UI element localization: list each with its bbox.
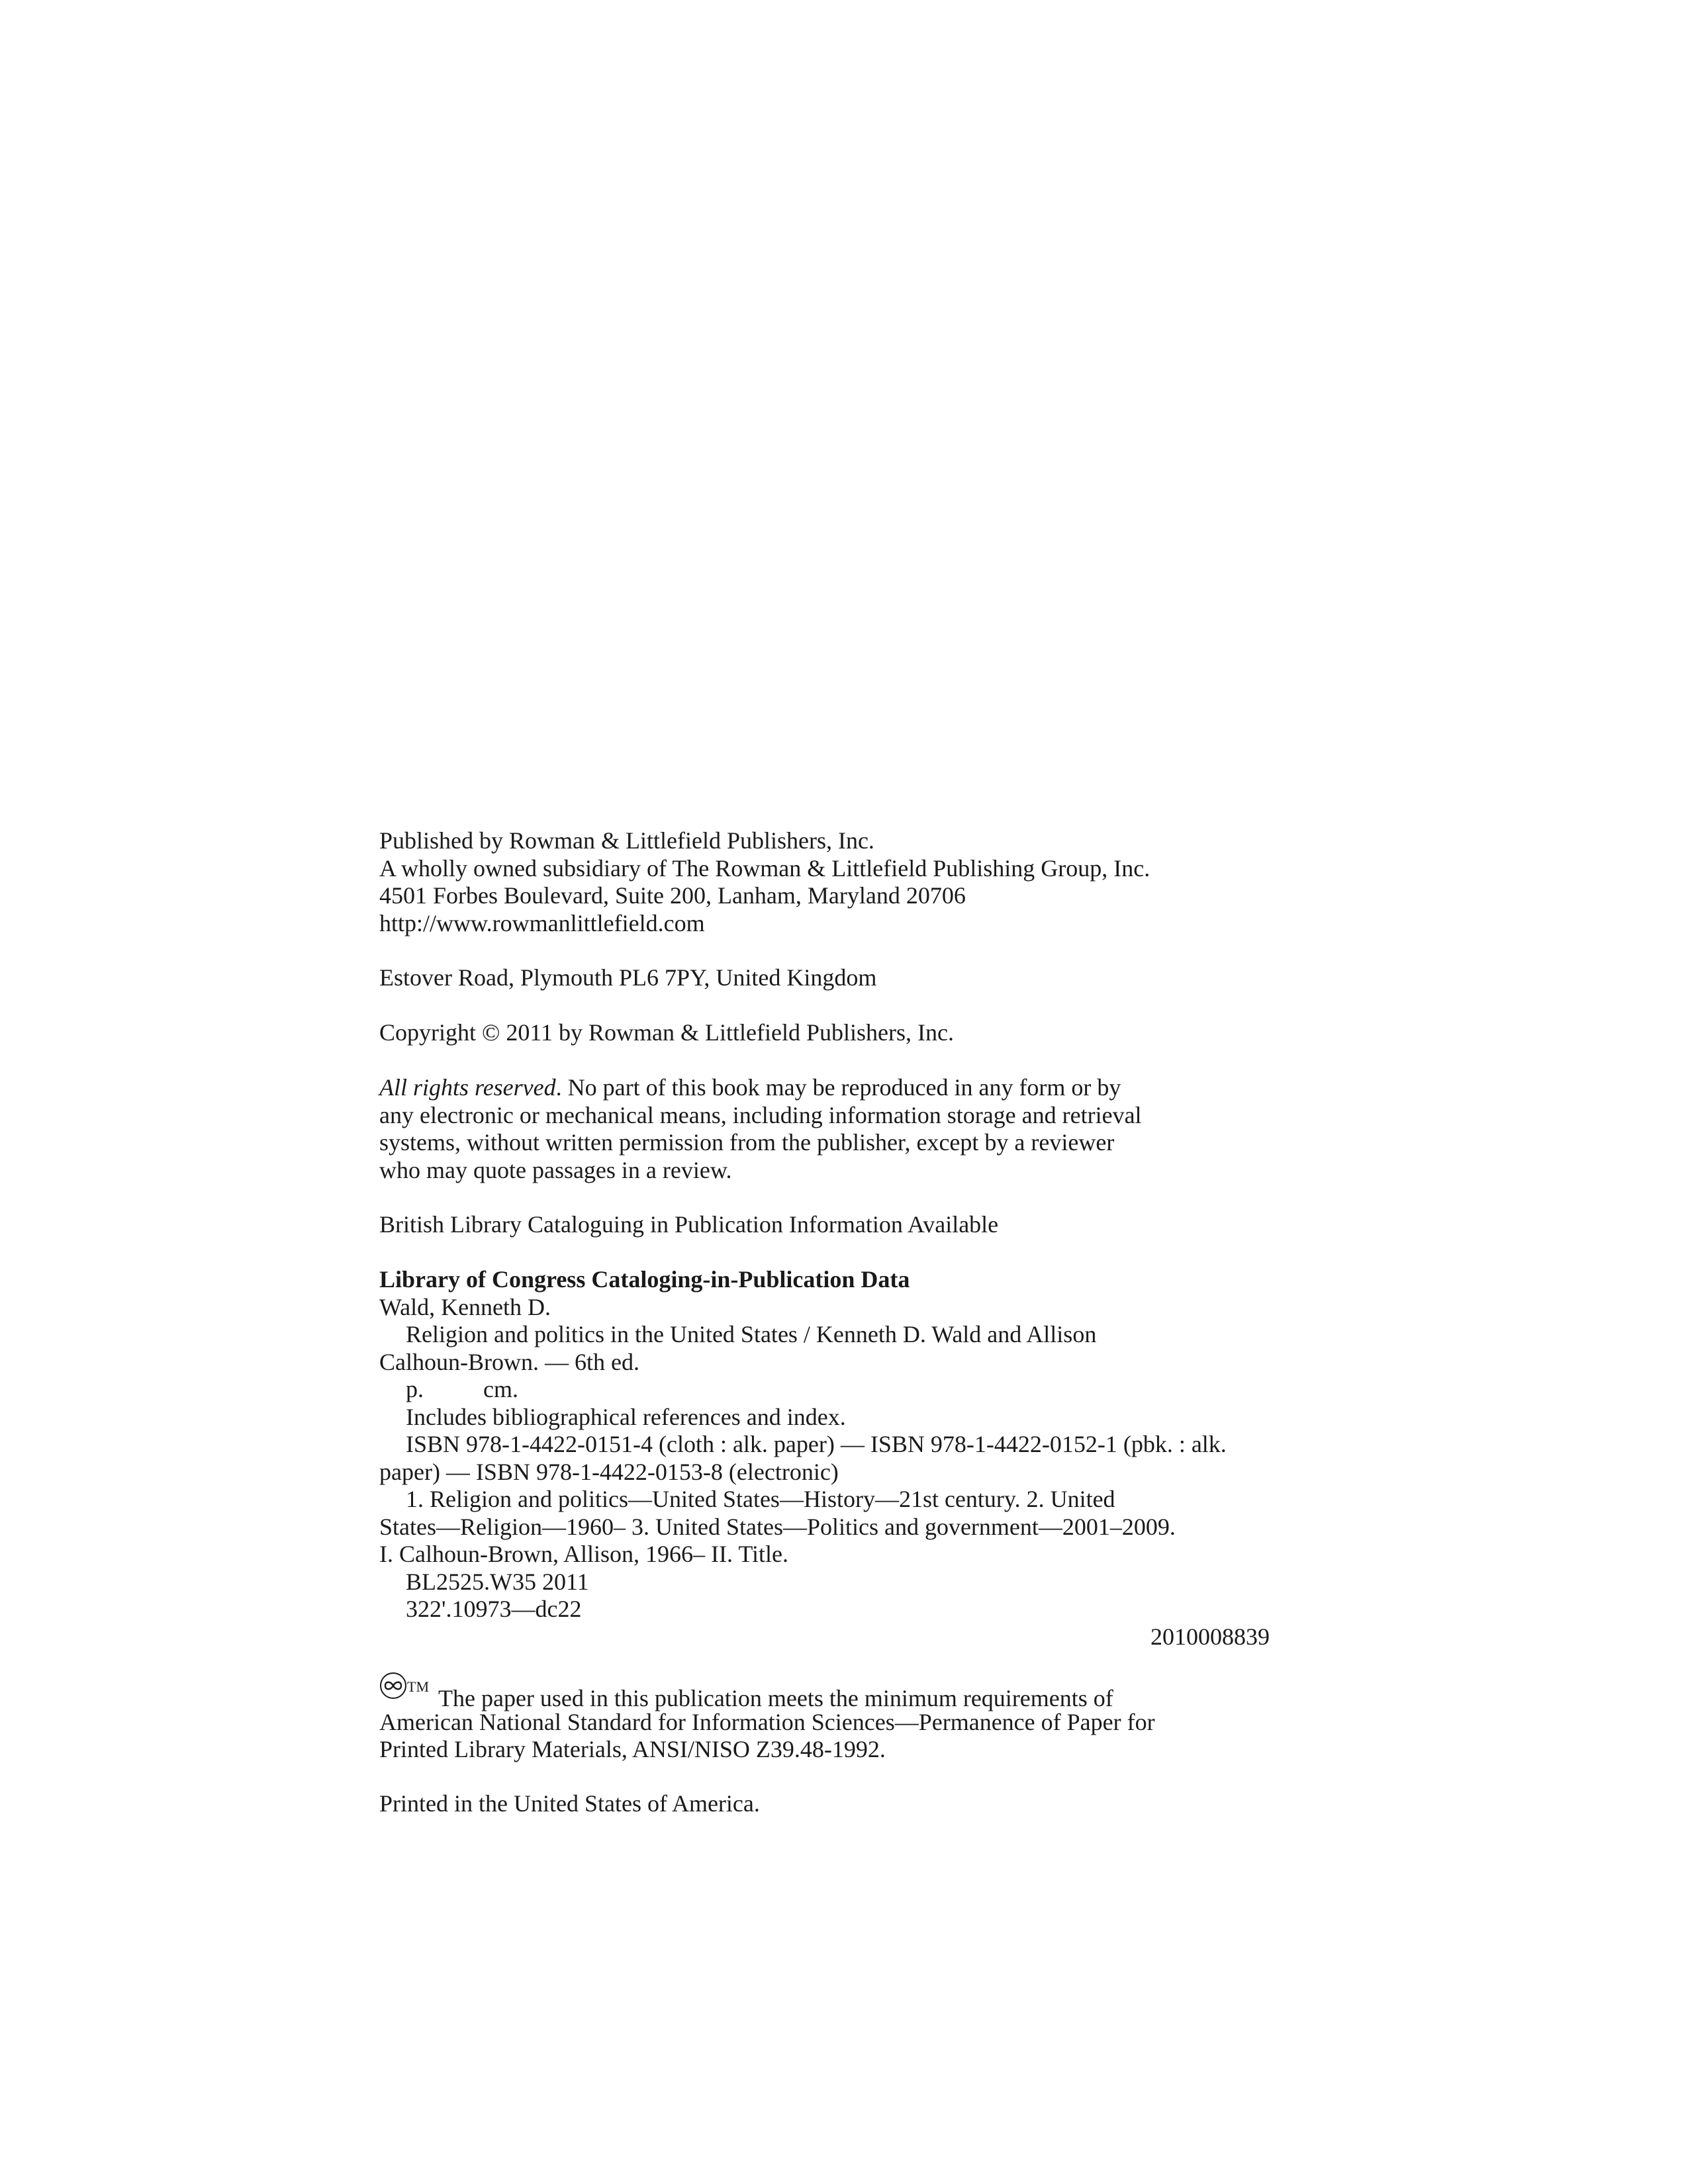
rights-line: any electronic or mechanical means, including information storage and retrieval	[379, 1101, 1142, 1128]
cip-isbn-line: paper) — ISBN 978-1-4422-0153-8 (electronic)	[379, 1458, 839, 1485]
cip-physical	[379, 1376, 1280, 1404]
publisher-block	[379, 827, 1280, 937]
cip-isbn-line: ISBN 978-1-4422-0151-4 (cloth : alk. paper) — ISBN 978-1-4422-0152-1 (pbk. : alk.	[406, 1431, 1227, 1457]
publisher-line: Published by Rowman & Littlefield Publishers, Inc.	[379, 827, 874, 854]
rights-line: who may quote passages in a review.	[379, 1156, 732, 1183]
cip-dewey: 322'.10973—dc22	[406, 1596, 582, 1622]
cip-block	[379, 1266, 1280, 1651]
rights-block	[379, 1074, 1280, 1184]
paper-notice-line	[379, 1678, 1280, 1711]
cip-subjects-line: States—Religion—1960– 3. United States—Politics and government—2001–2009.	[379, 1513, 1176, 1540]
infinity-circle-icon	[379, 1681, 406, 1707]
cip-subjects-line: 1. Religion and politics—United States—History—21st century. 2. United	[406, 1486, 1115, 1512]
british-library-block	[379, 1211, 1280, 1239]
rights-line1-rest: . No part of this book may be reproduced in any form or by	[555, 1074, 1121, 1101]
paper-notice-line: Printed Library Materials, ANSI/NISO Z39.48-1992.	[379, 1736, 886, 1762]
cip-lccn: 2010008839	[1150, 1623, 1270, 1650]
cip-pages: p.	[406, 1376, 424, 1402]
printed-in-block	[379, 1790, 1280, 1818]
british-library-line: British Library Cataloguing in Publication Information Available	[379, 1211, 999, 1238]
cip-lc-class: BL2525.W35 2011	[406, 1568, 589, 1595]
cip-heading: Library of Congress Cataloging-in-Publication Data	[379, 1266, 910, 1293]
rights-lead: All rights reserved	[379, 1074, 556, 1101]
publisher-line: 4501 Forbes Boulevard, Suite 200, Lanham, Maryland 20706	[379, 882, 966, 909]
rights-line: systems, without written permission from the publisher, except by a reviewer	[379, 1129, 1115, 1156]
rights-line	[379, 1074, 1280, 1102]
paper-notice-text: The paper used in this publication meets the minimum requirements of	[438, 1685, 1113, 1711]
cip-title-line: Calhoun-Brown. — 6th ed.	[379, 1348, 639, 1375]
cip-author: Wald, Kenneth D.	[379, 1293, 551, 1320]
printed-in-line: Printed in the United States of America.	[379, 1790, 760, 1817]
publisher-line: A wholly owned subsidiary of The Rowman & Littlefield Publishing Group, Inc.	[379, 854, 1150, 882]
cip-includes: Includes bibliographical references and index.	[406, 1403, 846, 1430]
copyright-line: Copyright © 2011 by Rowman & Littlefield Publishers, Inc.	[379, 1019, 954, 1046]
publisher-url: http://www.rowmanlittlefield.com	[379, 909, 705, 936]
cip-size: cm.	[483, 1376, 518, 1402]
cip-title-line: Religion and politics in the United States / Kenneth D. Wald and Allison	[406, 1321, 1097, 1347]
cip-subjects-line: I. Calhoun-Brown, Allison, 1966– II. Title.	[379, 1541, 789, 1567]
uk-address-block	[379, 964, 1280, 992]
copyright-block	[379, 1019, 1280, 1047]
paper-notice-block	[379, 1678, 1280, 1764]
trademark-mark: TM	[407, 1678, 429, 1695]
paper-notice-line: American National Standard for Information Sciences—Permanence of Paper for	[379, 1708, 1155, 1735]
uk-address: Estover Road, Plymouth PL6 7PY, United Kingdom	[379, 964, 877, 991]
